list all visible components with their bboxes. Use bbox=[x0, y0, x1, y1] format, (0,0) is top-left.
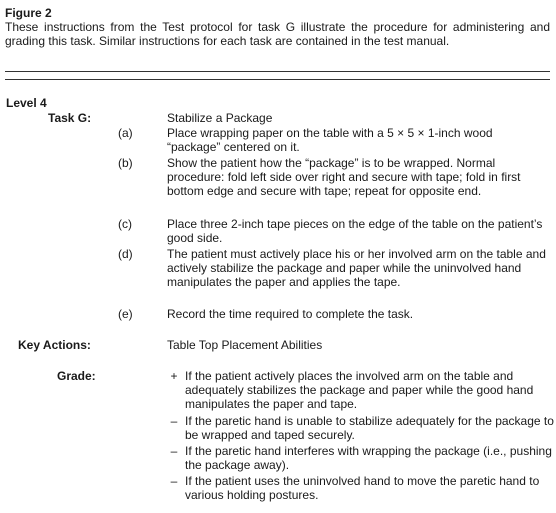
task-name: Stabilize a Package bbox=[167, 111, 273, 125]
grade-text: If the patient uses the uninvolved hand to move the paretic hand to various holding postures. bbox=[185, 474, 540, 502]
grade-text: If the paretic hand interferes with wrapping the package (i.e., pushing the package away). bbox=[185, 444, 552, 472]
bottom-divider bbox=[5, 79, 550, 80]
task-label: Task G: bbox=[48, 111, 92, 125]
step-text: Record the time required to complete the task. bbox=[167, 307, 414, 321]
step-letter: (d) bbox=[118, 247, 133, 261]
top-divider bbox=[5, 71, 550, 72]
grade-label: Grade: bbox=[57, 369, 96, 383]
grade-text: If the paretic hand is unable to stabilize adequately for the package to be wrapped and taped securely. bbox=[185, 414, 554, 442]
grade-text: If the patient actively places the involved arm on the table and adequately stabilizes the package and paper while the good hand manipulates the paper and tape. bbox=[185, 369, 534, 411]
step-letter: (a) bbox=[118, 126, 133, 140]
step-text: Place wrapping paper on the table with a 5 × 5 × 1-inch wood “package” centered on it. bbox=[167, 126, 493, 154]
step-letter: (e) bbox=[118, 307, 133, 321]
figure-caption: These instructions from the Test protocol for task G illustrate the procedure for administering and grading this task. Similar instructions for each task are contained in the test manual. bbox=[5, 20, 550, 48]
grade-symbol: + bbox=[170, 369, 178, 383]
grade-symbol: – bbox=[170, 444, 178, 458]
step-letter: (c) bbox=[118, 217, 132, 231]
step-letter: (b) bbox=[118, 156, 133, 170]
key-actions-label: Key Actions: bbox=[18, 338, 91, 352]
figure-title: Figure 2 bbox=[5, 6, 52, 20]
step-text: Place three 2-inch tape pieces on the edge of the table on the patient’s good side. bbox=[167, 217, 543, 245]
level-heading: Level 4 bbox=[6, 96, 47, 110]
step-text: The patient must actively place his or her involved arm on the table and actively stabilize the package and paper while the uninvolved hand manipulates the paper and applies the tape. bbox=[167, 247, 546, 289]
grade-symbol: – bbox=[170, 474, 178, 488]
grade-symbol: – bbox=[170, 414, 178, 428]
step-text: Show the patient how the “package” is to be wrapped. Normal procedure: fold left side over right and secure with tape; fold in first bottom edge and secure with tape; repeat for opposite end. bbox=[167, 156, 521, 198]
key-actions-text: Table Top Placement Abilities bbox=[167, 338, 323, 352]
